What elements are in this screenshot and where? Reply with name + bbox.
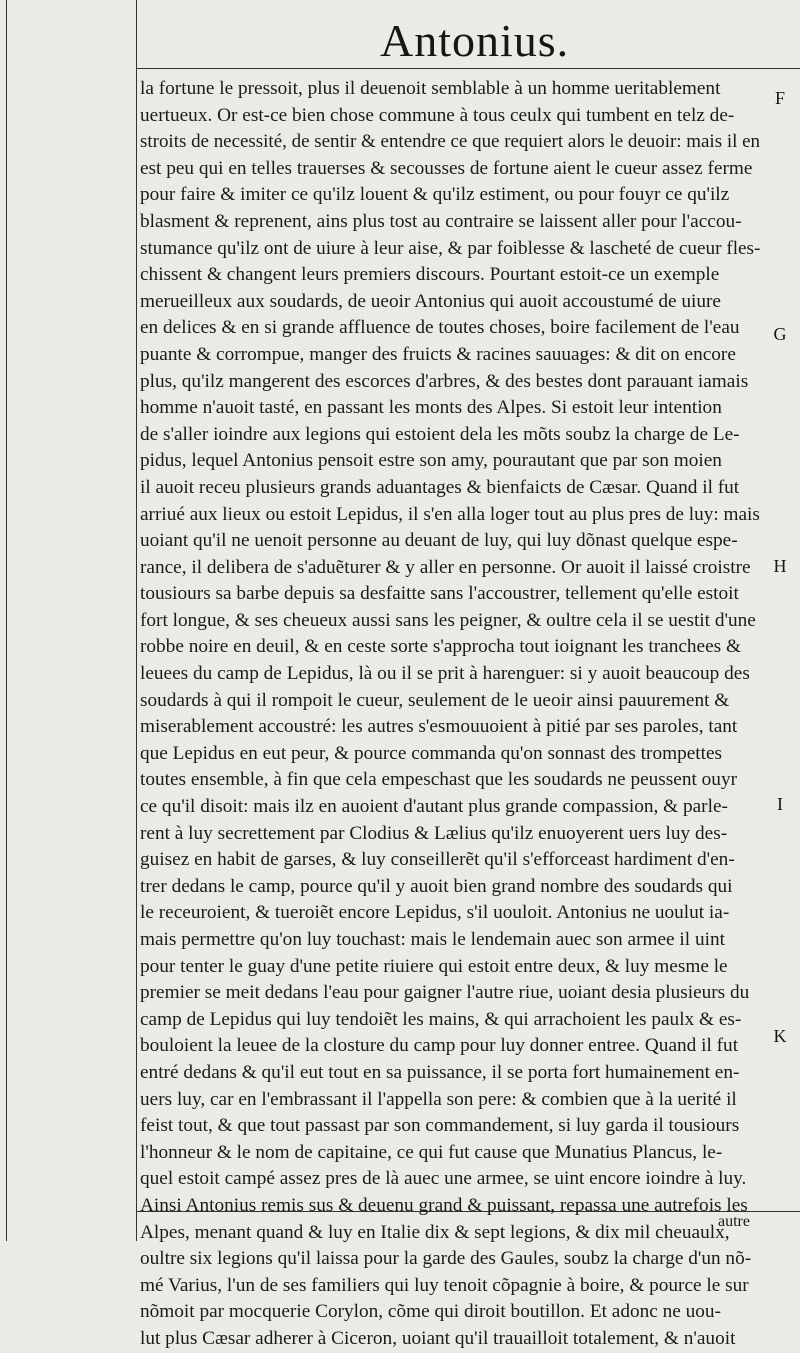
text-line: uoiant qu'il ne uenoit personne au deuant de luy, qui luy dõnast quelque espe- [140,530,738,552]
text-line: uertueux. Or est-ce bien chose commune à tous ceulx qui tumbent en telz de- [140,104,735,126]
text-line: uers luy, car en l'embrassant il l'appella son pere: & combien que à la uerité il [140,1088,737,1110]
text-line: pour faire & imiter ce qu'ilz louent & qu'ilz estiment, ou pour fouyr ce qu'ilz [140,184,730,206]
left-border-rule [6,0,7,1241]
text-line: homme n'auoit tasté, en passant les monts des Alpes. Si estoit leur intention [140,397,722,419]
text-line: miserablement accoustré: les autres s'esmouuoient à pitié par ses paroles, tant [140,716,738,738]
body-text [140,76,760,1353]
text-line: puante & corrompue, manger des fruicts & racines sauuages: & dit on encore [140,343,736,365]
text-line: trer dedans le camp, pource qu'il y auoit bien grand nombre des soudards qui [140,875,733,897]
text-line: leuees du camp de Lepidus, là ou il se prit à harenguer: si y auoit beaucoup des [140,663,750,685]
margin-letter-h: H [773,556,787,576]
text-line: en delices & en si grande affluence de toutes choses, boire facilement de l'eau [140,317,740,339]
text-line: arriué aux lieux ou estoit Lepidus, il s'en alla loger tout au plus pres de luy: mais [140,503,760,525]
text-line: plus, qu'ilz mangerent des escorces d'arbres, & des bestes dont parauant iamais [140,370,749,392]
text-block-rule [136,0,137,1241]
text-line: premier se meit dedans l'eau pour gaigner l'autre riue, uoiant desia plusieurs du [140,982,750,1004]
text-line: pour tenter le guay d'une petite riuiere qui estoit entre deux, & luy mesme le [140,955,728,977]
text-line: oultre six legions qu'il laissa pour la garde des Gaules, soubz la charge d'un nõ- [140,1248,752,1270]
text-line: fort longue, & ses cheueux aussi sans les peigner, & oultre cela il se uestit d'une [140,609,756,631]
text-line: toutes ensemble, à fin que cela empeschast que les soudards ne peussent ouyr [140,769,738,791]
text-line: la fortune le pressoit, plus il deuenoit semblable à un homme ueritablement [140,78,721,99]
margin-letter-i: I [777,794,783,814]
text-line: Ainsi Antonius remis sus & deuenu grand & puissant, repassa une autrefois les [140,1194,748,1216]
text-line: stroits de necessité, de sentir & entendre ce que requiert alors le deuoir: mais il en [140,131,760,153]
margin-letter-g: G [773,324,787,344]
text-line: stumance qu'ilz ont de uiure à leur aise, & par foiblesse & lascheté de cueur fles- [140,237,760,259]
text-line: il auoit receu plusieurs grands aduantages & bienfaicts de Cæsar. Quand il fut [140,476,740,498]
text-line: de s'aller ioindre aux legions qui estoient dela les mõts soubz la charge de Le- [140,423,740,445]
text-line: est peu qui en telles trauerses & secousses de fortune aient le cueur assez ferme [140,157,753,179]
text-line: chissent & changent leurs premiers discours. Pourtant estoit-ce un exemple [140,264,720,286]
text-line: feist tout, & que tout passast par son commandement, si luy garda il tousiours [140,1115,740,1137]
text-line: rance, il delibera de s'aduẽturer & y aller en personne. Or auoit il laissé croistre [140,556,751,578]
text-line: entré dedans & qu'il eut tout en sa puissance, il se porta fort humainement en- [140,1061,740,1083]
text-line: bouloient la leuee de la closture du camp pour luy donner entree. Quand il fut [140,1035,739,1057]
header-rule [136,68,800,69]
text-line: nõmoit par mocquerie Corylon, cõme qui diroit boutillon. Et adonc ne uou- [140,1301,721,1323]
text-line: le receuroient, & tueroiẽt encore Lepidus, s'il uouloit. Antonius ne uoulut ia- [140,902,730,924]
text-line: quel estoit campé assez pres de là auec une armee, se uint encore ioindre à luy. [140,1168,747,1190]
text-line: soudards à qui il rompoit le cueur, seulement de le ueoir ainsi pauurement & [140,689,730,711]
text-line: camp de Lepidus qui luy tendoiẽt les mains, & qui arrachoient les paulx & es- [140,1008,742,1030]
text-line: mais permettre qu'on luy touchast: mais le lendemain auec son armee il uint [140,929,725,950]
text-line: l'honneur & le nom de capitaine, ce qui fut cause que Munatius Plancus, le- [140,1141,723,1163]
margin-letter-f: F [774,88,785,108]
catchword: autre [718,1213,750,1230]
running-title: Antonius. [380,15,570,66]
text-line: robbe noire en deuil, & en ceste sorte s'approcha tout ioignant les tranchees & [140,636,741,658]
text-line: que Lepidus en eut peur, & pource commanda qu'on sonnast des trompettes [140,742,723,764]
text-line: ce qu'il disoit: mais ilz en auoient d'autant plus grande compassion, & parle- [140,796,728,818]
text-line: blasment & reprenent, ains plus tost au contraire se laissent aller pour l'accou- [140,210,742,232]
text-line: Alpes, menant quand & luy en Italie dix & sept legions, & dix mil cheuaulx, [140,1221,730,1243]
text-line: guisez en habit de garses, & luy conseillerẽt qu'il s'efforceast hardiment d'en- [140,849,735,871]
text-line: rent à luy secrettement par Clodius & Lælius qu'ilz enuoyerent uers luy des- [140,822,728,844]
margin-letter-k: K [773,1026,787,1046]
text-line: pidus, lequel Antonius pensoit estre son amy, pourautant que par son moien [140,450,722,472]
text-line: tousiours sa barbe depuis sa desfaitte sans l'accoustrer, tellement qu'elle estoit [140,583,739,605]
text-line: mé Varius, l'un de ses familiers qui luy tenoit cõpagnie à boire, & pource le sur [140,1274,749,1296]
text-line: merueilleux aux soudards, de ueoir Antonius qui auoit accoustumé de uiure [140,290,721,312]
text-line: lut plus Cæsar adherer à Ciceron, uoiant qu'il trauailloit totalement, & n'auoit [140,1327,736,1349]
